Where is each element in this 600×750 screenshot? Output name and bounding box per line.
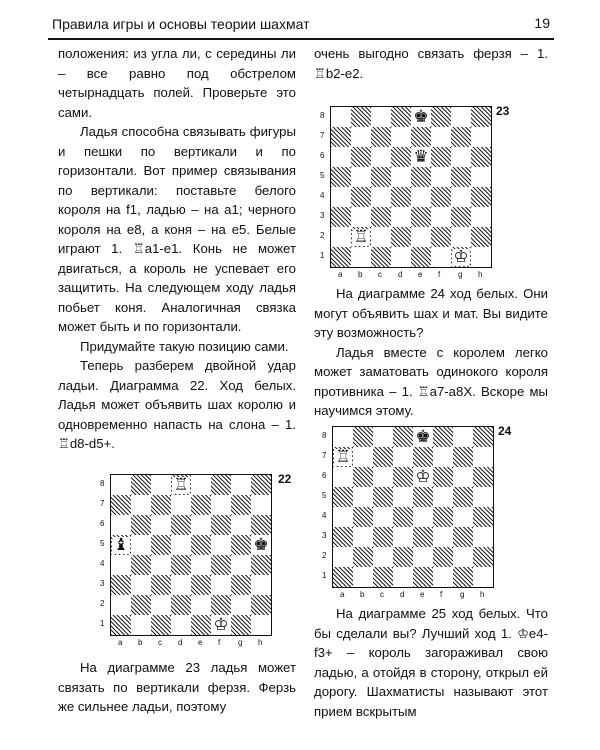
square-h1	[473, 567, 493, 587]
square-a5	[111, 535, 131, 555]
square-d2	[393, 547, 413, 567]
square-b3	[353, 527, 373, 547]
rank-label: 5	[100, 539, 105, 548]
left-column-top	[58, 44, 296, 454]
square-f7	[431, 127, 451, 147]
file-label: b	[358, 270, 363, 279]
square-d7	[393, 447, 413, 467]
file-label: c	[158, 638, 162, 647]
square-c5	[151, 535, 171, 555]
square-h4	[473, 507, 493, 527]
file-label: e	[420, 590, 425, 599]
square-c7	[373, 447, 393, 467]
square-a8	[331, 107, 351, 127]
rank-label: 7	[322, 451, 327, 460]
square-a1	[331, 247, 351, 267]
right-column-middle	[314, 284, 548, 421]
rank-label: 3	[322, 531, 327, 540]
square-a1	[333, 567, 353, 587]
square-e3	[413, 527, 433, 547]
file-label: h	[478, 270, 483, 279]
square-b1	[353, 567, 373, 587]
square-e5	[413, 487, 433, 507]
square-d7	[171, 495, 191, 515]
rank-label: 3	[100, 579, 105, 588]
square-c4	[151, 555, 171, 575]
paragraph: Теперь разберем двойной удар ладьи. Диаграмма 22. Ход белых. Ладья может объявить шах королю и одновременно напасть на слона – 1. ♖d8-d5+.	[58, 358, 296, 451]
square-b6	[131, 515, 151, 535]
paragraph: Ладья способна связывать фигуры и пешки по вертикали и по горизонтали. Вот пример связывания по вертикали: поставьте белого короля на f1, ладью – на a1; черного короля на e8, а коня – на e5. Белые играют 1. ♖a1-e1. Конь не может двигаться, а король не успевает его защитить. На следующем ходу ладья побьет коня. Аналогичная связка может быть и по горизонтали.	[58, 124, 296, 334]
square-b7	[351, 127, 371, 147]
square-f2	[211, 595, 231, 615]
square-g7	[453, 447, 473, 467]
square-g1	[451, 247, 471, 267]
square-h8	[471, 107, 491, 127]
square-f4	[211, 555, 231, 575]
square-b8	[351, 107, 371, 127]
white-king-piece	[413, 467, 433, 487]
square-g2	[453, 547, 473, 567]
square-h3	[473, 527, 493, 547]
square-h7	[251, 495, 271, 515]
black-king-piece	[251, 535, 271, 555]
file-label: a	[340, 590, 345, 599]
black-king-piece	[413, 427, 433, 447]
square-h8	[473, 427, 493, 447]
square-h5	[251, 535, 271, 555]
square-e3	[411, 207, 431, 227]
square-f6	[211, 515, 231, 535]
square-f2	[431, 227, 451, 247]
square-a3	[331, 207, 351, 227]
square-c6	[151, 515, 171, 535]
square-g3	[453, 527, 473, 547]
square-c1	[151, 615, 171, 635]
square-g7	[451, 127, 471, 147]
square-b4	[131, 555, 151, 575]
square-f8	[211, 475, 231, 495]
rank-label: 5	[322, 491, 327, 500]
square-a7	[333, 447, 353, 467]
square-a8	[111, 475, 131, 495]
file-label: b	[138, 638, 143, 647]
square-b5	[351, 167, 371, 187]
square-a4	[333, 507, 353, 527]
square-e4	[191, 555, 211, 575]
square-b6	[353, 467, 373, 487]
square-a2	[333, 547, 353, 567]
square-c5	[373, 487, 393, 507]
square-d5	[391, 167, 411, 187]
square-c2	[371, 227, 391, 247]
black-king-piece	[411, 107, 431, 127]
square-a7	[111, 495, 131, 515]
square-b5	[353, 487, 373, 507]
square-g5	[453, 487, 473, 507]
square-d6	[393, 467, 413, 487]
page-number: 19	[534, 15, 550, 31]
square-b1	[351, 247, 371, 267]
file-label: b	[360, 590, 365, 599]
square-h5	[473, 487, 493, 507]
square-h7	[473, 447, 493, 467]
square-b2	[353, 547, 373, 567]
square-a7	[331, 127, 351, 147]
file-label: d	[398, 270, 403, 279]
file-label: g	[458, 270, 463, 279]
square-g6	[453, 467, 473, 487]
square-c4	[371, 187, 391, 207]
square-c5	[371, 167, 391, 187]
square-e1	[191, 615, 211, 635]
square-g3	[231, 575, 251, 595]
square-f3	[431, 207, 451, 227]
black-bishop-piece	[111, 535, 131, 555]
square-f7	[433, 447, 453, 467]
square-e1	[413, 567, 433, 587]
square-d1	[393, 567, 413, 587]
square-f7	[211, 495, 231, 515]
square-b4	[351, 187, 371, 207]
square-a2	[331, 227, 351, 247]
square-g2	[451, 227, 471, 247]
square-a2	[111, 595, 131, 615]
square-f5	[431, 167, 451, 187]
square-e7	[411, 127, 431, 147]
rank-label: 7	[100, 499, 105, 508]
square-c3	[151, 575, 171, 595]
rank-label: 8	[322, 431, 327, 440]
square-h2	[251, 595, 271, 615]
file-label: c	[380, 590, 384, 599]
square-b5	[131, 535, 151, 555]
file-label: g	[238, 638, 243, 647]
square-d8	[393, 427, 413, 447]
paragraph: Придумайте такую позицию сами.	[80, 338, 289, 354]
black-bishop-icon: ♝	[113, 534, 129, 555]
right-column-bottom	[314, 604, 548, 721]
square-f6	[431, 147, 451, 167]
square-f5	[211, 535, 231, 555]
left-column-bottom	[58, 658, 296, 717]
rank-label: 6	[100, 519, 105, 528]
rank-label: 1	[322, 571, 327, 580]
square-a6	[331, 147, 351, 167]
square-e8	[191, 475, 211, 495]
file-label: h	[480, 590, 485, 599]
square-b2	[351, 227, 371, 247]
white-rook-piece	[171, 475, 191, 495]
square-c8	[371, 107, 391, 127]
diagram-22	[98, 468, 298, 648]
rank-label: 1	[100, 619, 105, 628]
chessboard	[332, 426, 494, 588]
black-king-icon: ♚	[413, 106, 429, 127]
square-g8	[231, 475, 251, 495]
black-king-icon: ♚	[415, 426, 431, 447]
paragraph: На диаграмме 24 ход белых. Они могут объявить шах и мат. Вы видите эту возможность?	[314, 286, 548, 340]
right-column-top	[314, 44, 548, 83]
file-label: d	[178, 638, 183, 647]
square-d3	[393, 527, 413, 547]
black-queen-piece	[411, 147, 431, 167]
square-d2	[391, 227, 411, 247]
paragraph: очень выгодно связать ферзя – 1. ♖b2-e2.	[314, 46, 548, 81]
square-h6	[251, 515, 271, 535]
square-e6	[191, 515, 211, 535]
file-label: e	[198, 638, 203, 647]
square-f8	[431, 107, 451, 127]
square-d8	[391, 107, 411, 127]
square-c6	[373, 467, 393, 487]
black-queen-icon: ♛	[413, 146, 429, 167]
square-g1	[453, 567, 473, 587]
square-g5	[451, 167, 471, 187]
square-c7	[151, 495, 171, 515]
diagram-number: 23	[496, 104, 510, 118]
square-a1	[111, 615, 131, 635]
square-h6	[471, 147, 491, 167]
rank-label: 2	[322, 551, 327, 560]
square-e4	[411, 187, 431, 207]
square-g5	[231, 535, 251, 555]
white-king-icon: ♔	[453, 246, 469, 267]
white-rook-icon: ♖	[353, 226, 369, 247]
square-c1	[371, 247, 391, 267]
white-king-icon: ♔	[415, 466, 431, 487]
file-label: c	[378, 270, 382, 279]
square-c3	[371, 207, 391, 227]
chessboard	[110, 474, 272, 636]
square-b4	[353, 507, 373, 527]
square-e4	[413, 507, 433, 527]
diagram-24	[318, 426, 518, 606]
square-e7	[413, 447, 433, 467]
rank-label: 4	[320, 191, 325, 200]
square-a6	[111, 515, 131, 535]
square-a4	[331, 187, 351, 207]
square-f5	[433, 487, 453, 507]
square-e2	[413, 547, 433, 567]
square-d3	[171, 575, 191, 595]
square-h5	[471, 167, 491, 187]
rank-label: 4	[322, 511, 327, 520]
square-b2	[131, 595, 151, 615]
square-g2	[231, 595, 251, 615]
rank-label: 1	[320, 251, 325, 260]
rank-label: 5	[320, 171, 325, 180]
square-e5	[191, 535, 211, 555]
file-label: d	[400, 590, 405, 599]
file-label: a	[118, 638, 123, 647]
square-b3	[351, 207, 371, 227]
square-e2	[191, 595, 211, 615]
square-g6	[231, 515, 251, 535]
file-label: f	[438, 270, 441, 279]
square-c2	[373, 547, 393, 567]
square-f1	[211, 615, 231, 635]
square-d6	[391, 147, 411, 167]
square-g6	[451, 147, 471, 167]
square-h2	[473, 547, 493, 567]
square-d1	[171, 615, 191, 635]
square-c6	[371, 147, 391, 167]
square-h4	[471, 187, 491, 207]
square-g7	[231, 495, 251, 515]
square-c8	[151, 475, 171, 495]
square-e8	[413, 427, 433, 447]
square-h4	[251, 555, 271, 575]
square-e6	[413, 467, 433, 487]
white-king-piece	[451, 247, 471, 267]
square-h8	[251, 475, 271, 495]
square-f3	[433, 527, 453, 547]
square-g3	[451, 207, 471, 227]
rank-label: 3	[320, 211, 325, 220]
square-h2	[471, 227, 491, 247]
square-f8	[433, 427, 453, 447]
file-label: a	[338, 270, 343, 279]
square-g4	[451, 187, 471, 207]
square-h1	[471, 247, 491, 267]
square-e7	[191, 495, 211, 515]
square-d4	[393, 507, 413, 527]
square-e3	[191, 575, 211, 595]
square-c1	[373, 567, 393, 587]
square-b7	[353, 447, 373, 467]
white-rook-piece	[351, 227, 371, 247]
square-f1	[433, 567, 453, 587]
square-b6	[351, 147, 371, 167]
square-g1	[231, 615, 251, 635]
square-b7	[131, 495, 151, 515]
square-a4	[111, 555, 131, 575]
square-f6	[433, 467, 453, 487]
square-c3	[373, 527, 393, 547]
square-a3	[111, 575, 131, 595]
square-d2	[171, 595, 191, 615]
square-b3	[131, 575, 151, 595]
chessboard	[330, 106, 492, 268]
rank-label: 7	[320, 131, 325, 140]
square-b8	[353, 427, 373, 447]
square-f1	[431, 247, 451, 267]
white-rook-icon: ♖	[173, 474, 189, 495]
rank-label: 2	[320, 231, 325, 240]
square-g4	[453, 507, 473, 527]
square-d5	[171, 535, 191, 555]
square-d7	[391, 127, 411, 147]
file-label: f	[218, 638, 221, 647]
white-rook-icon: ♖	[335, 446, 351, 467]
rank-label: 8	[320, 111, 325, 120]
diagram-number: 24	[498, 424, 512, 438]
square-h7	[471, 127, 491, 147]
paragraph: Ладья вместе с королем легко может заматовать одинокого короля противника – 1. ♖a7-a8X. Вскоре мы научимся этому.	[314, 344, 548, 418]
square-a8	[333, 427, 353, 447]
square-f3	[211, 575, 231, 595]
square-d1	[391, 247, 411, 267]
square-h6	[473, 467, 493, 487]
square-h1	[251, 615, 271, 635]
square-c7	[371, 127, 391, 147]
square-d3	[391, 207, 411, 227]
square-e8	[411, 107, 431, 127]
paragraph: На диаграмме 23 ладья может связать по вертикали ферзя. Ферзь же сильнее ладьи, поэтому	[58, 660, 296, 714]
square-e2	[411, 227, 431, 247]
square-d6	[171, 515, 191, 535]
paragraph: На диаграмме 25 ход белых. Что бы сделали вы? Лучший ход 1. ♔e4-f3+ – король загораживал свою ладью, а отойдя в сторону, открыл ей дорогу. Шахматисты называют этот прием вскрытым	[314, 606, 548, 719]
square-b8	[131, 475, 151, 495]
square-e5	[411, 167, 431, 187]
square-h3	[251, 575, 271, 595]
square-e6	[411, 147, 431, 167]
black-king-icon: ♚	[253, 534, 269, 555]
square-g4	[231, 555, 251, 575]
square-g8	[451, 107, 471, 127]
square-c4	[373, 507, 393, 527]
square-d8	[171, 475, 191, 495]
rank-label: 2	[100, 599, 105, 608]
rank-label: 6	[320, 151, 325, 160]
running-title: Правила игры и основы теории шахмат	[52, 16, 310, 32]
square-g8	[453, 427, 473, 447]
square-a5	[331, 167, 351, 187]
rank-label: 4	[100, 559, 105, 568]
file-label: e	[418, 270, 423, 279]
square-e1	[411, 247, 431, 267]
square-f4	[433, 507, 453, 527]
square-h3	[471, 207, 491, 227]
white-king-icon: ♔	[213, 614, 229, 635]
rank-label: 6	[322, 471, 327, 480]
file-label: g	[460, 590, 465, 599]
square-f4	[431, 187, 451, 207]
diagram-23	[314, 106, 514, 286]
square-d5	[393, 487, 413, 507]
square-d4	[391, 187, 411, 207]
diagram-number: 22	[278, 472, 292, 486]
white-rook-piece	[333, 447, 353, 467]
file-label: h	[258, 638, 263, 647]
white-king-piece	[211, 615, 231, 635]
square-a5	[333, 487, 353, 507]
square-a6	[333, 467, 353, 487]
square-c2	[151, 595, 171, 615]
square-c8	[373, 427, 393, 447]
paragraph: положения: из угла ли, с середины ли – все равно под обстрелом четырнадцать полей. Проверьте это сами.	[58, 46, 296, 120]
rank-label: 8	[100, 479, 105, 488]
file-label: f	[440, 590, 443, 599]
page-header	[48, 12, 554, 40]
square-a3	[333, 527, 353, 547]
square-d4	[171, 555, 191, 575]
square-b1	[131, 615, 151, 635]
square-f2	[433, 547, 453, 567]
